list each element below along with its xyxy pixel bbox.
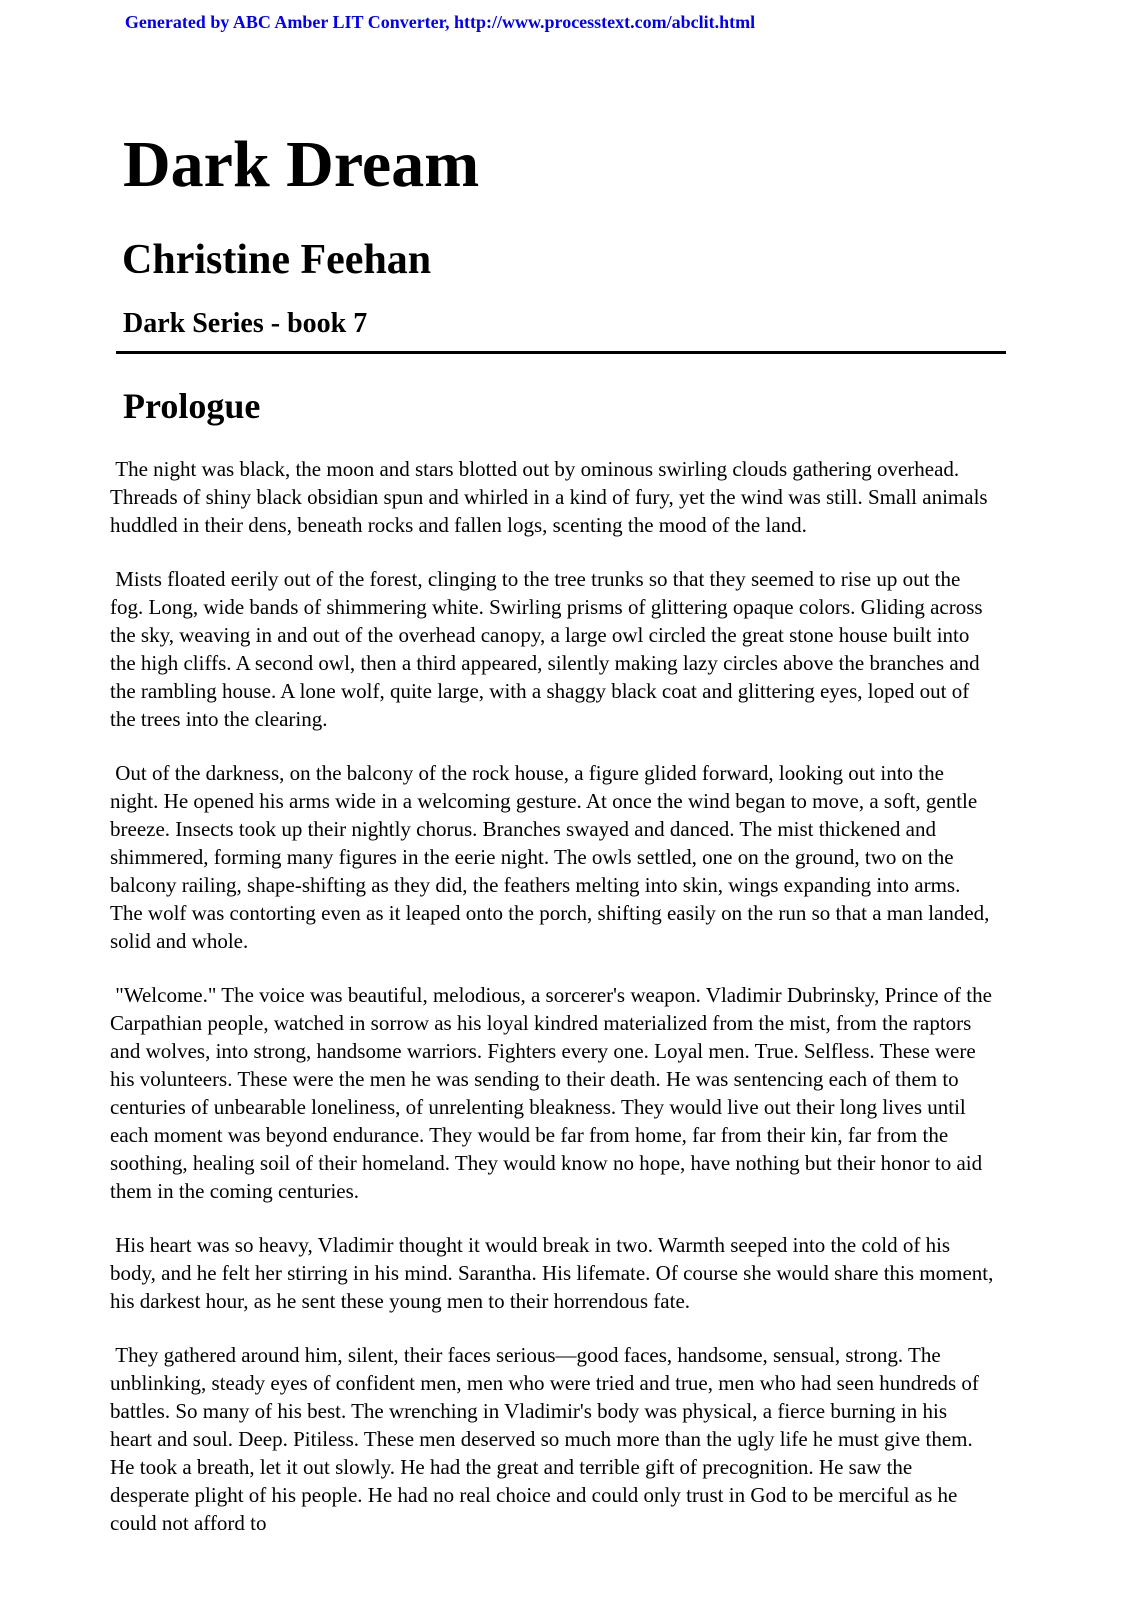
chapter-heading: Prologue [123,385,261,426]
chapter-body [110,455,1010,1537]
body-paragraph: Mists floated eerily out of the forest, clinging to the tree trunks so that they seemed to rise up out the fog. Long, wide bands of shimmering white. Swirling prisms of glittering opaque colors. Gliding across the sky, weaving in and out of the overhead canopy, a large owl circled the great stone house built into the high cliffs. A second owl, then a third appeared, silently making lazy circles above the branches and the rambling house. A lone wolf, quite large, with a shaggy black coat and glittering eyes, loped out of the trees into the clearing. [110,566,988,731]
series-line: Dark Series - book 7 [123,308,368,340]
body-paragraph: The night was black, the moon and stars blotted out by ominous swirling clouds gathering overhead. Threads of shiny black obsidian spun and whirled in a kind of fury, yet the wind was still. Small animals huddled in their dens, beneath rocks and fallen logs, scenting the mood of the land. [110,456,993,537]
body-paragraph: His heart was so heavy, Vladimir thought it would break in two. Warmth seeped into the cold of his body, and he felt her stirring in his mind. Sarantha. His lifemate. Of course she would share this moment, his darkest hour, as he sent these young men to their horrendous fate. [110,1232,999,1313]
divider [116,351,1006,354]
body-paragraph: "Welcome." The voice was beautiful, melodious, a sorcerer's weapon. Vladimir Dubrinsky, Prince of the Carpathian people, watched in sorrow as his loyal kindred materialized from the mist, from the raptors and wolves, into strong, handsome warriors. Fighters every one. Loyal men. True. Selfless. These were his volunteers. These were the men he was sending to their death. He was sentencing each of them to centuries of unbearable loneliness, of unrelenting bleakness. They would live out their long lives until each moment was beyond endurance. They would be far from home, far from their kin, far from the soothing, healing soil of their homeland. They would know no hope, have nothing but their honor to aid them in the coming centuries. [110,982,998,1203]
book-title: Dark Dream [123,128,480,201]
body-paragraph: Out of the darkness, on the balcony of the rock house, a figure glided forward, looking out into the night. He opened his arms wide in a welcoming gesture. At once the wind began to move, a soft, gentle breeze. Insects took up their nightly chorus. Branches swayed and danced. The mist thickened and shimmered, forming many figures in the eerie night. The owls settled, one on the ground, two on the balcony railing, shape-shifting as they did, the feathers melting into skin, wings expanding into arms. The wolf was contorting even as it leaped onto the porch, shifting easily on the run so that a man landed, solid and whole. [110,760,995,953]
book-author: Christine Feehan [122,236,432,283]
body-paragraph: They gathered around him, silent, their faces serious—good faces, handsome, sensual, strong. The unblinking, steady eyes of confident men, men who were tried and true, men who had seen hundreds of battles. So many of his best. The wrenching in Vladimir's body was physical, a fierce burning in his heart and soul. Deep. Pitiless. These men deserved so much more than the ugly life he must give them. He took a breath, let it out slowly. He had the great and terrible gift of precognition. He saw the desperate plight of his people. He had no real choice and could only trust in God to be merciful as he could not afford to [110,1342,985,1535]
page-content [0,127,1130,1537]
converter-header: Generated by ABC Amber LIT Converter, http://www.processtext.com/abclit.html [124,12,756,32]
